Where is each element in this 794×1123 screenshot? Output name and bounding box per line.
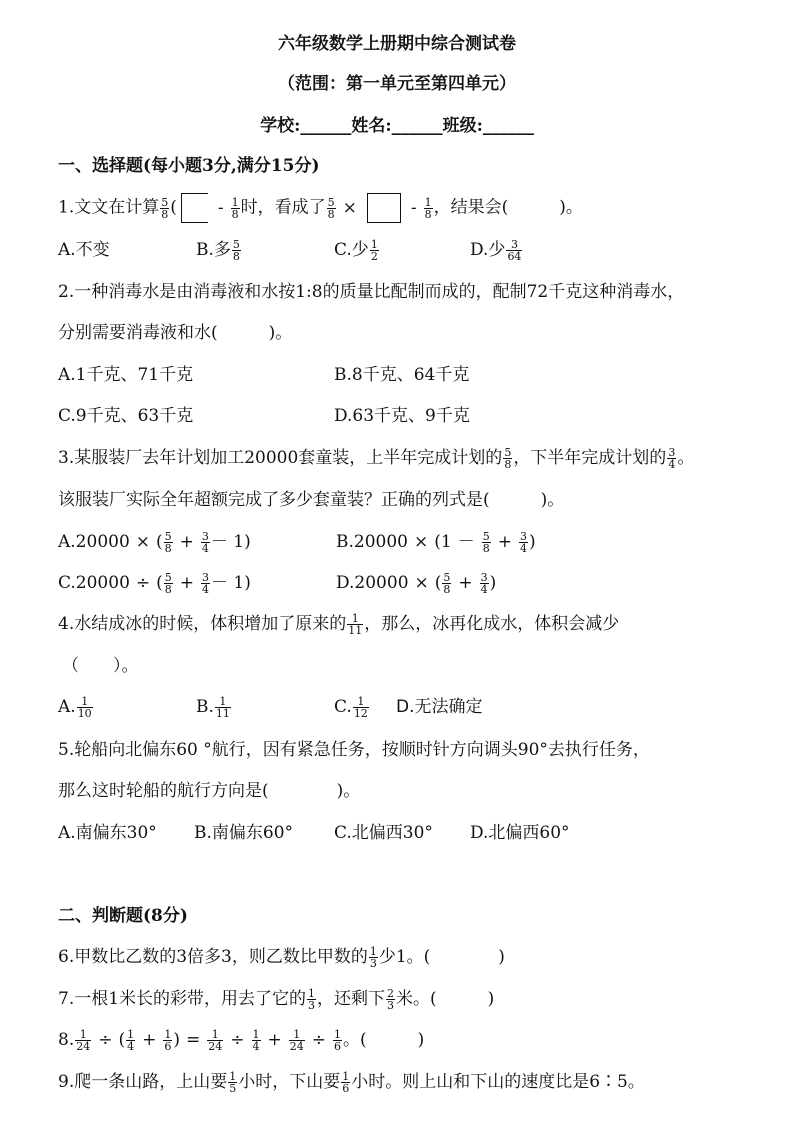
q1-option-d[interactable]: D.少 $\frac{3}{64}$ bbox=[470, 238, 522, 263]
question-2: 2.一种消毒水是由消毒液和水按1:8的质量比配制而成的，配制72千克这种消毒水， bbox=[58, 282, 685, 302]
q1-options bbox=[58, 236, 774, 266]
question-2-line2: 分别需要消毒液和水( )。 bbox=[58, 323, 293, 343]
q2-option-b[interactable]: B.8千克、64千克 bbox=[334, 365, 470, 385]
q1-option-a[interactable]: A.不变 bbox=[58, 240, 110, 260]
section-judge-title: 二、判断题(8分) bbox=[58, 906, 188, 926]
q3-options-row2 bbox=[58, 569, 774, 599]
question-6: 6.甲数比乙数的3倍多3，则乙数比甲数的 $\frac{1}{3}$ 少1。( ) bbox=[58, 945, 505, 970]
q2-option-c[interactable]: C.9千克、63千克 bbox=[58, 406, 194, 426]
question-4: 4.水结成冰的时候，体积增加了原来的 $\frac{1}{11}$ ，那么，冰再化成水，体积会减少 bbox=[58, 612, 620, 637]
q4-options bbox=[58, 693, 774, 723]
q3-option-b[interactable]: B.20000 × (1 － $\frac{5}{8}$ + $\frac{3}{4}$ ) bbox=[336, 530, 536, 555]
section-choice-title: 一、选择题(每小题3分,满分15分) bbox=[58, 156, 320, 176]
q5-option-d[interactable]: D.北偏西60° bbox=[470, 823, 570, 843]
q5-options bbox=[58, 819, 774, 847]
student-info-line: 学校:______姓名:______班级:______ bbox=[260, 116, 534, 136]
question-4-line2: （ ）。 bbox=[62, 656, 139, 676]
page-subtitle: （范围：第一单元至第四单元） bbox=[278, 74, 516, 94]
question-3: 3.某服装厂去年计划加工20000套童装，上半年完成计划的 $\frac{5}{8}$ ，下半年完成计划的 $\frac{3}{4}$ 。 bbox=[58, 446, 695, 471]
page-title: 六年级数学上册期中综合测试卷 bbox=[278, 34, 516, 54]
q3-option-d[interactable]: D.20000 × ( $\frac{5}{8}$ + $\frac{3}{4}$ ) bbox=[336, 571, 497, 596]
fraction: $\frac{5}{8}$ bbox=[161, 195, 169, 221]
q1-option-c[interactable]: C.少 $\frac{1}{2}$ bbox=[334, 238, 378, 263]
fraction: $\frac{5}{8}$ bbox=[327, 195, 335, 221]
question-5: 5.轮船向北偏东60 °航行，因有紧急任务，按顺时针方向调头90°去执行任务， bbox=[58, 740, 650, 760]
blank-box bbox=[367, 193, 401, 223]
q4-option-a[interactable]: A. $\frac{1}{10}$ bbox=[58, 695, 92, 720]
q5-option-c[interactable]: C.北偏西30° bbox=[334, 823, 433, 843]
q5-option-a[interactable]: A.南偏东30° bbox=[58, 823, 157, 843]
q4-option-d[interactable]: D.无法确定 bbox=[396, 697, 483, 717]
question-8: 8. $\frac{1}{24}$ ÷ ( $\frac{1}{4}$ + $\frac{1}{6}$ ) = $\frac{1}{24}$ ÷ $\frac{1}{4}$ + $\frac{1}{24}$ ÷ $\frac{1}{6}$ 。( ) bbox=[58, 1028, 425, 1053]
fraction: $\frac{1}{8}$ bbox=[231, 195, 239, 221]
blank-box bbox=[181, 193, 208, 223]
q2-option-a[interactable]: A.1千克、71千克 bbox=[58, 365, 194, 385]
q1-text: 1.文文在计算 bbox=[58, 197, 160, 218]
q2-option-d[interactable]: D.63千克、9千克 bbox=[334, 406, 470, 426]
q3-options-row1 bbox=[58, 528, 774, 558]
q2-options-row1 bbox=[58, 361, 774, 389]
question-3-line2: 该服装厂实际全年超额完成了多少套童装？正确的列式是( )。 bbox=[58, 490, 565, 510]
question-7: 7.一根1米长的彩带，用去了它的 $\frac{1}{3}$ ，还剩下 $\frac{2}{3}$ 米。( ) bbox=[58, 987, 495, 1012]
question-1: 1.文文在计算 $\frac{5}{8}$ ( - $\frac{1}{8}$ 时，看成了 $\frac{5}{8}$ × - $\frac{1}{8}$ ，结果会( )。 bbox=[58, 193, 774, 223]
q4-option-c[interactable]: C. $\frac{1}{12}$ bbox=[334, 695, 368, 720]
q5-option-b[interactable]: B.南偏东60° bbox=[194, 823, 294, 843]
q1-option-b[interactable]: B.多 $\frac{5}{8}$ bbox=[196, 238, 240, 263]
q3-option-a[interactable]: A.20000 × ( $\frac{5}{8}$ + $\frac{3}{4}$ － 1) bbox=[58, 530, 251, 555]
fraction: $\frac{1}{8}$ bbox=[424, 195, 432, 221]
question-5-line2: 那么这时轮船的航行方向是( )。 bbox=[58, 781, 361, 801]
question-9: 9.爬一条山路，上山要 $\frac{1}{5}$ 小时，下山要 $\frac{1}{6}$ 小时。则上山和下山的速度比是6∶5。 bbox=[58, 1070, 645, 1095]
q2-options-row2 bbox=[58, 402, 774, 430]
q3-option-c[interactable]: C.20000 ÷ ( $\frac{5}{8}$ + $\frac{3}{4}$ － 1) bbox=[58, 571, 251, 596]
q4-option-b[interactable]: B. $\frac{1}{11}$ bbox=[196, 695, 230, 720]
